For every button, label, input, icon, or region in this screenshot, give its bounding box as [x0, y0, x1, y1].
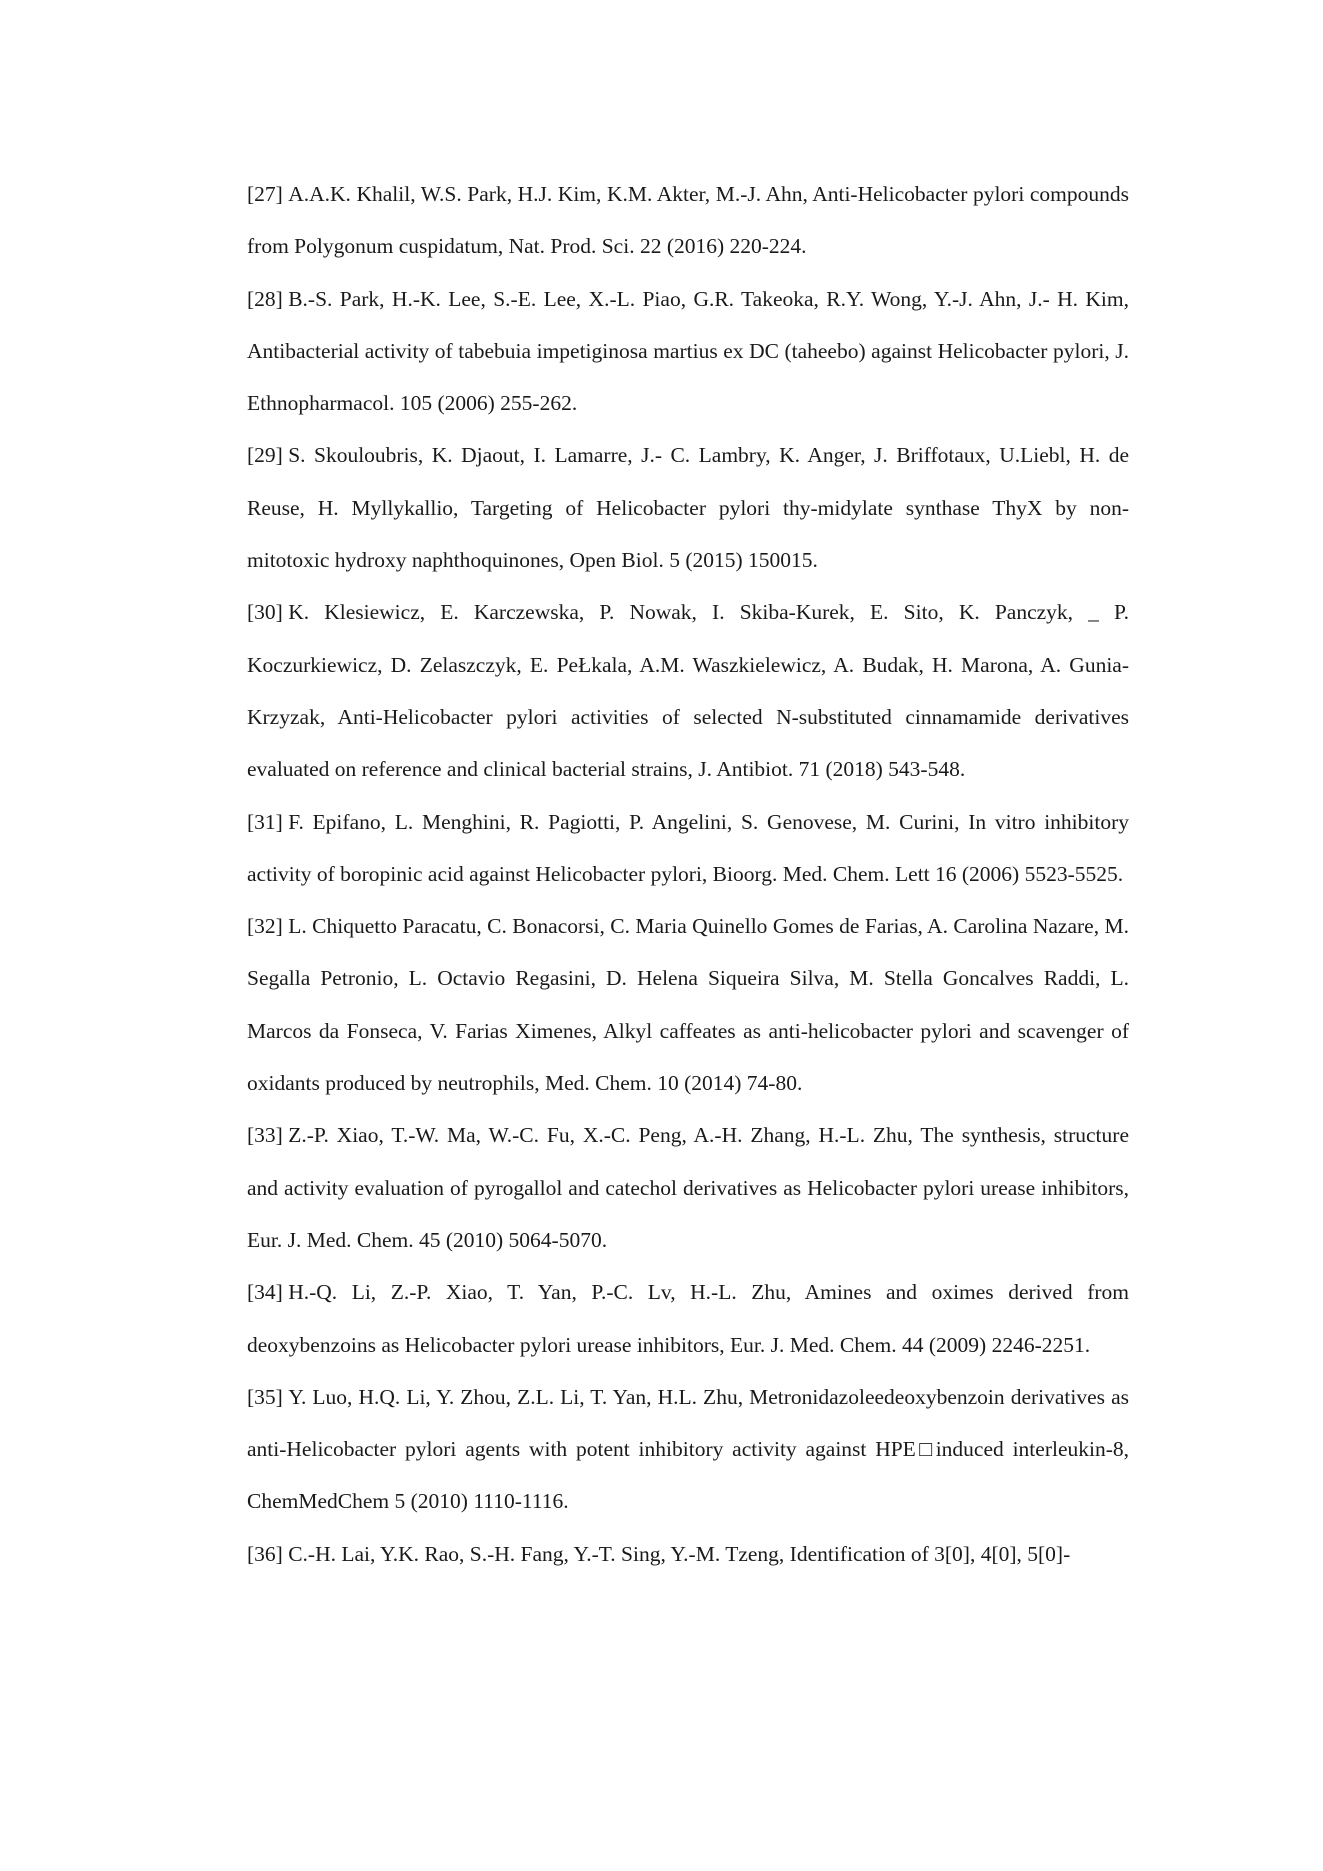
reference-text: L. Chiquetto Paracatu, C. Bonacorsi, C. Maria Quinello Gomes de Farias, A. Carolina Nazare, M. Segalla Petronio, L. Octavio Regasini, D. Helena Siqueira Silva, M. Stella Goncalves Raddi, L. Marcos da Fonseca, V. Farias Ximenes, Alkyl caffeates as anti-helicobacter pylori and scavenger of oxidants produced by neutrophils, Med. Chem. 10 (2014) 74-80. — [247, 914, 1129, 1096]
reference-item-30 — [247, 586, 1129, 795]
reference-text: B.-S. Park, H.-K. Lee, S.-E. Lee, X.-L. Piao, G.R. Takeoka, R.Y. Wong, Y.-J. Ahn, J.- H. Kim, Antibacterial activity of tabebuia impetiginosa martius ex DC (taheebo) against Helicobacter pylori, J. Ethnopharmacol. 105 (2006) 255-262. — [247, 286, 1129, 416]
reference-text: H.-Q. Li, Z.-P. Xiao, T. Yan, P.-C. Lv, H.-L. Zhu, Amines and oximes derived from deoxybenzoins as Helicobacter pylori urease inhibitors, Eur. J. Med. Chem. 44 (2009) 2246-2251. — [247, 1280, 1129, 1357]
reference-item-31 — [247, 796, 1129, 901]
reference-text: C.-H. Lai, Y.K. Rao, S.-H. Fang, Y.-T. Sing, Y.-M. Tzeng, Identification of 3[0], 4[0], 5[0]- — [288, 1541, 1071, 1566]
reference-text: S. Skouloubris, K. Djaout, I. Lamarre, J.- C. Lambry, K. Anger, J. Briffotaux, U.Liebl, H. de Reuse, H. Myllykallio, Targeting of Helicobacter pylori thy-midylate synthase ThyX by non-mitotoxic hydroxy naphthoquinones, Open Biol. 5 (2015) 150015. — [247, 443, 1129, 573]
reference-number: [32] — [247, 914, 283, 939]
reference-number: [30] — [247, 600, 283, 625]
reference-number: [29] — [247, 443, 283, 468]
reference-item-35 — [247, 1371, 1129, 1528]
reference-item-33 — [247, 1109, 1129, 1266]
reference-item-27 — [247, 168, 1129, 273]
reference-text: Y. Luo, H.Q. Li, Y. Zhou, Z.L. Li, T. Yan, H.L. Zhu, Metronidazoleedeoxybenzoin derivatives as anti-Helicobacter pylori agents with potent inhibitory activity against HPE□induced interleukin-8, ChemMedChem 5 (2010) 1110-1116. — [247, 1384, 1129, 1514]
reference-item-29 — [247, 429, 1129, 586]
reference-item-34 — [247, 1266, 1129, 1371]
reference-text: A.A.K. Khalil, W.S. Park, H.J. Kim, K.M. Akter, M.-J. Ahn, Anti-Helicobacter pylori compounds from Polygonum cuspidatum, Nat. Prod. Sci. 22 (2016) 220-224. — [247, 182, 1129, 259]
reference-text: F. Epifano, L. Menghini, R. Pagiotti, P. Angelini, S. Genovese, M. Curini, In vitro inhibitory activity of boropinic acid against Helicobacter pylori, Bioorg. Med. Chem. Lett 16 (2006) 5523-5525. — [247, 809, 1129, 886]
reference-item-32 — [247, 900, 1129, 1109]
reference-number: [28] — [247, 286, 283, 311]
reference-number: [31] — [247, 809, 283, 834]
reference-number: [34] — [247, 1280, 283, 1305]
reference-item-36 — [247, 1528, 1129, 1580]
reference-number: [36] — [247, 1541, 283, 1566]
reference-list — [247, 168, 1129, 1580]
reference-item-28 — [247, 273, 1129, 430]
reference-text: Z.-P. Xiao, T.-W. Ma, W.-C. Fu, X.-C. Peng, A.-H. Zhang, H.-L. Zhu, The synthesis, structure and activity evaluation of pyrogallol and catechol derivatives as Helicobacter pylori urease inhibitors, Eur. J. Med. Chem. 45 (2010) 5064-5070. — [247, 1123, 1129, 1252]
reference-number: [27] — [247, 182, 283, 206]
reference-text: K. Klesiewicz, E. Karczewska, P. Nowak, I. Skiba-Kurek, E. Sito, K. Panczyk, _ P. Koczurkiewicz, D. Zelaszczyk, E. PeŁkala, A.M. Waszkielewicz, A. Budak, H. Marona, A. Gunia-Krzyzak, Anti-Helicobacter pylori activities of selected N-substituted cinnamamide derivatives evaluated on reference and clinical bacterial strains, J. Antibiot. 71 (2018) 543-548. — [247, 600, 1129, 782]
reference-number: [33] — [247, 1123, 283, 1148]
reference-number: [35] — [247, 1384, 283, 1409]
